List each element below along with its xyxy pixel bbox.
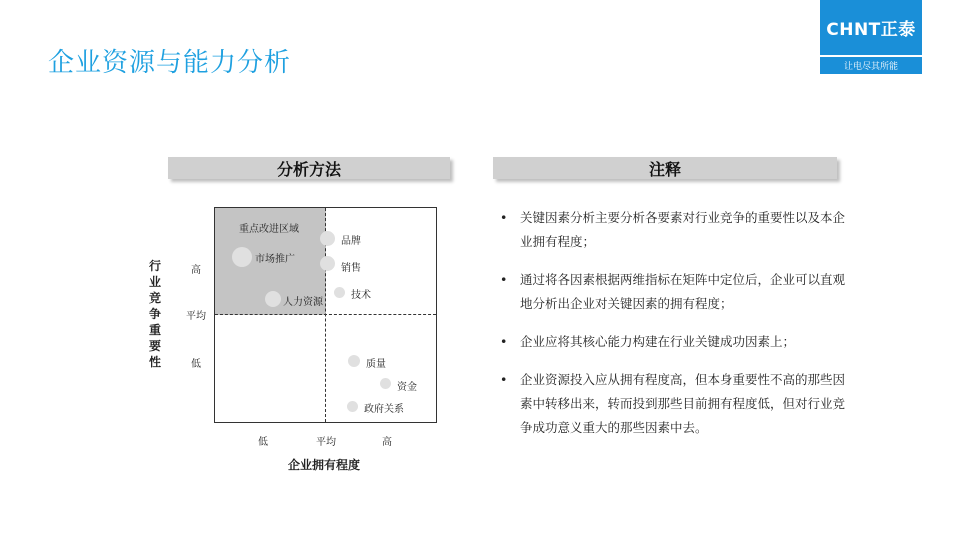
bullet-icon: • — [500, 210, 508, 225]
factor-dot-brand — [320, 231, 335, 246]
factor-dot-sales — [320, 256, 335, 271]
factor-label-sales: 销售 — [341, 263, 361, 274]
y-axis-label: 行业竞争重要性 — [148, 259, 161, 369]
factor-dot-hr — [265, 291, 281, 307]
x-tick-low: 低 — [258, 437, 268, 448]
note-text: 企业应将其核心能力构建在行业关键成功因素上； — [520, 334, 796, 349]
x-tick-average: 平均 — [316, 437, 336, 448]
x-axis-label: 企业拥有程度 — [288, 458, 361, 472]
bullet-icon: • — [500, 272, 508, 287]
page-title: 企业资源与能力分析 — [48, 48, 292, 78]
factor-matrix — [214, 207, 437, 423]
analysis-method-header: 分析方法 — [168, 157, 450, 179]
factor-label-brand: 品牌 — [341, 236, 361, 247]
y-tick-average: 平均 — [186, 311, 206, 322]
bullet-icon: • — [500, 372, 508, 387]
notes-list — [500, 206, 845, 454]
factor-dot-capital — [380, 378, 391, 389]
factor-label-capital: 资金 — [397, 382, 417, 393]
factor-label-government: 政府关系 — [364, 404, 404, 415]
factor-dot-marketing — [232, 247, 252, 267]
factor-label-technology: 技术 — [351, 290, 371, 301]
x-tick-high: 高 — [382, 437, 392, 448]
note-item — [500, 206, 845, 254]
bullet-icon: • — [500, 334, 508, 349]
note-text: 关键因素分析主要分析各要素对行业竞争的重要性以及本企业拥有程度； — [520, 210, 846, 249]
note-text: 企业资源投入应从拥有程度高，但本身重要性不高的那些因素中转移出来，转而投到那些目前拥有程度低，但对行业竞争成功意义重大的那些因素中去。 — [520, 372, 846, 435]
note-item — [500, 268, 845, 316]
logo-tagline: 让电尽其所能 — [820, 57, 922, 74]
factor-label-marketing: 市场推广 — [255, 254, 295, 265]
logo-brand: CHNT正泰 — [820, 0, 922, 55]
factor-dot-technology — [334, 287, 345, 298]
note-item — [500, 330, 845, 354]
y-tick-high: 高 — [191, 265, 201, 276]
factor-dot-government — [347, 401, 358, 412]
y-tick-low: 低 — [191, 359, 201, 370]
notes-header: 注释 — [493, 157, 837, 179]
horizontal-divider — [215, 314, 436, 315]
region-label: 重点改进区域 — [239, 224, 299, 235]
note-text: 通过将各因素根据两维指标在矩阵中定位后，企业可以直观地分析出企业对关键因素的拥有程度； — [520, 272, 846, 311]
factor-dot-quality — [348, 355, 360, 367]
factor-label-hr: 人力资源 — [283, 297, 323, 308]
factor-label-quality: 质量 — [366, 359, 386, 370]
note-item — [500, 368, 845, 440]
brand-logo — [820, 0, 922, 74]
